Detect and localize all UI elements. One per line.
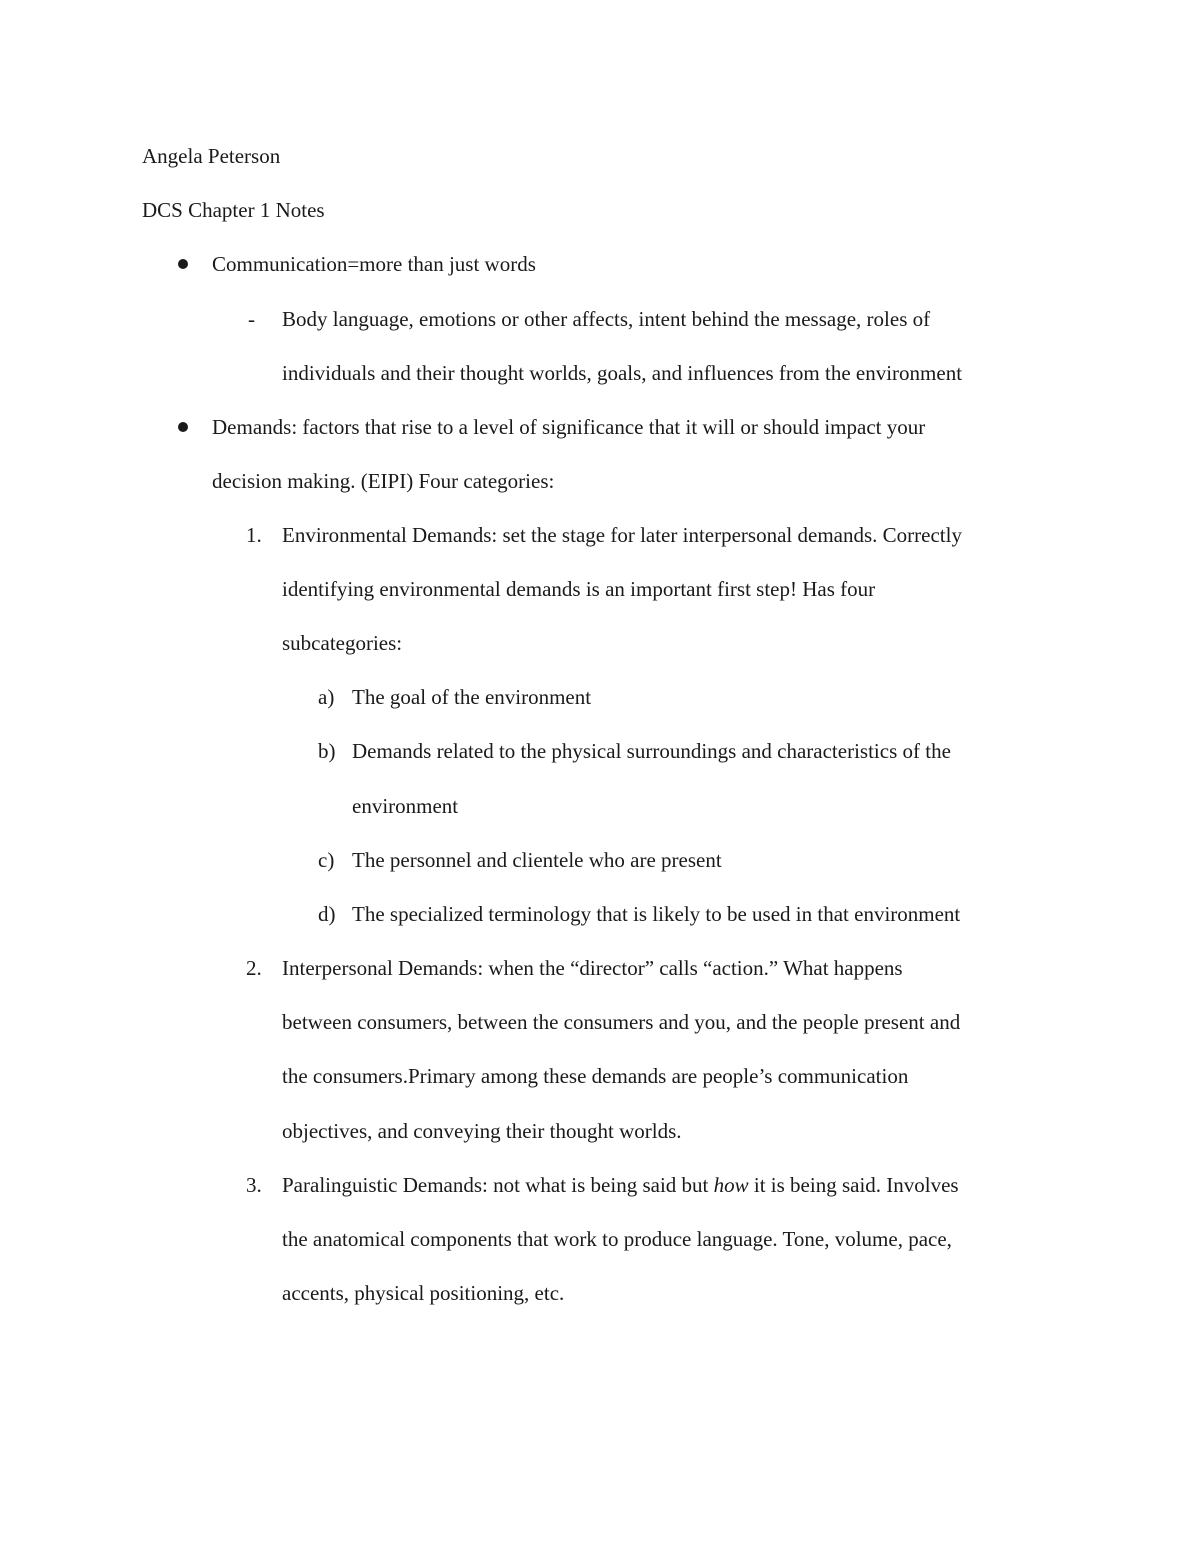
list-item-text: objectives, and conveying their thought worlds. (282, 1119, 682, 1143)
list-item-text (282, 1175, 959, 1196)
sublist-letter: b) (318, 739, 336, 763)
sublist-letter: a) (318, 685, 335, 709)
sublist-letter: c) (318, 848, 335, 872)
sublist-item-text: environment (352, 794, 459, 818)
emphasized-text: how (713, 1173, 749, 1197)
list-item-text: the consumers.Primary among these demands are people’s communication (282, 1064, 909, 1088)
author-name: Angela Peterson (142, 144, 281, 168)
bullet-text: Communication=more than just words (212, 252, 536, 276)
sublist-item-text: The specialized terminology that is likely to be used in that environment (352, 902, 961, 926)
list-number: 1. (246, 523, 262, 547)
sub-bullet-text: Body language, emotions or other affects, intent behind the message, roles of (282, 307, 931, 331)
document-title: DCS Chapter 1 Notes (142, 198, 325, 222)
dash-marker: - (248, 307, 255, 331)
list-item-text: subcategories: (282, 631, 403, 655)
bullet-icon (178, 422, 188, 432)
list-item-text: Interpersonal Demands: when the “director” calls “action.” What happens (282, 956, 903, 980)
bullet-text: Demands: factors that rise to a level of significance that it will or should impact your (212, 415, 926, 439)
sub-bullet-text: individuals and their thought worlds, goals, and influences from the environment (282, 361, 963, 385)
list-item-text: identifying environmental demands is an important first step! Has four (282, 577, 876, 601)
bullet-text: decision making. (EIPI) Four categories: (212, 469, 555, 493)
list-item-text: Environmental Demands: set the stage for later interpersonal demands. Correctly (282, 523, 962, 547)
sublist-item-text: Demands related to the physical surroundings and characteristics of the (352, 739, 951, 763)
list-item-text: accents, physical positioning, etc. (282, 1281, 565, 1305)
sublist-letter: d) (318, 902, 336, 926)
list-item-text: between consumers, between the consumers and you, and the people present and (282, 1010, 961, 1034)
text-segment: it is being said. Involves (748, 1173, 959, 1197)
list-number: 2. (246, 956, 262, 980)
bullet-icon (178, 259, 188, 269)
list-item-text: the anatomical components that work to produce language. Tone, volume, pace, (282, 1227, 952, 1251)
list-number: 3. (246, 1173, 262, 1197)
text-segment: Paralinguistic Demands: not what is being said but (282, 1173, 714, 1197)
sublist-item-text: The personnel and clientele who are present (352, 848, 722, 872)
sublist-item-text: The goal of the environment (352, 685, 592, 709)
